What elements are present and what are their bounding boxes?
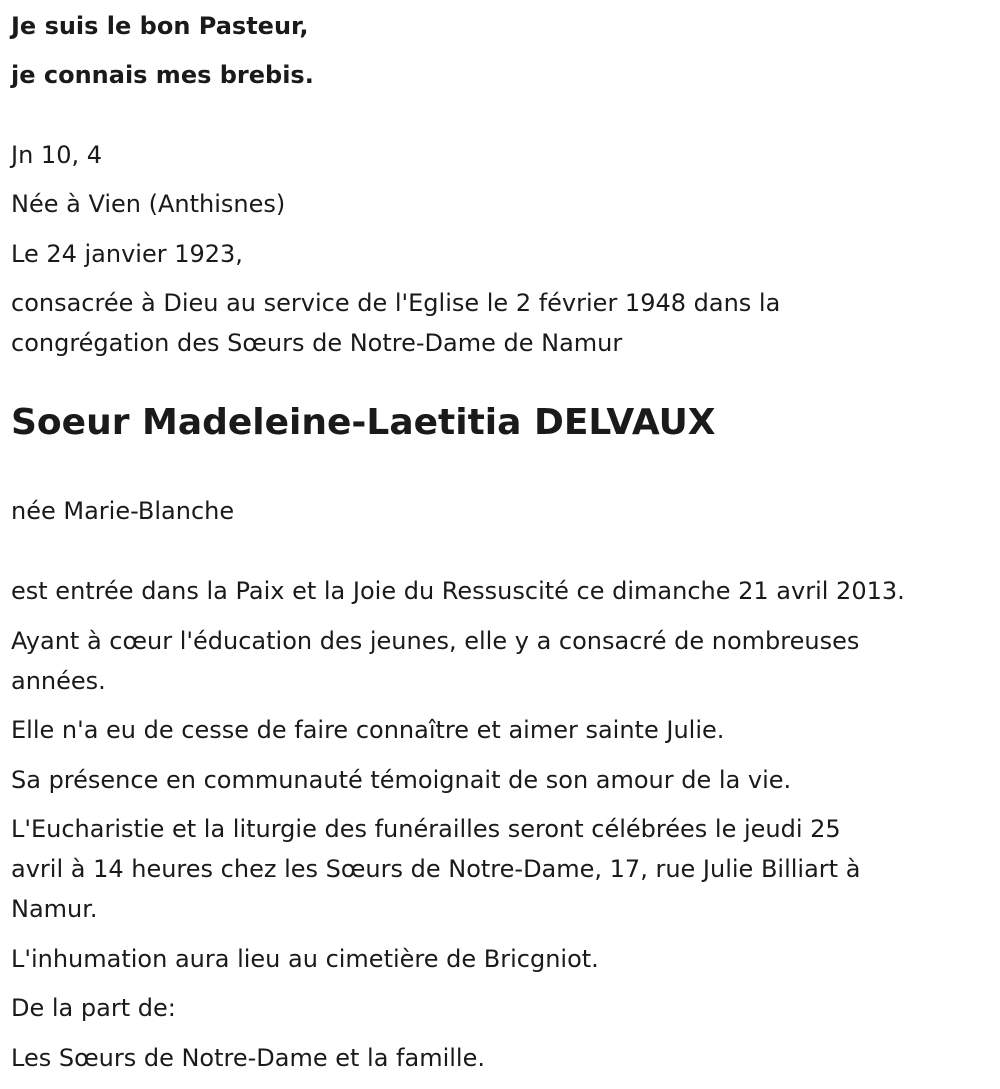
consecration-line-2: congrégation des Sœurs de Notre-Dame de Namur xyxy=(11,329,623,357)
verse-reference: Jn 10, 4 xyxy=(11,141,102,169)
from-signatories: Les Sœurs de Notre-Dame et la famille. xyxy=(11,1044,485,1072)
birth-date: Le 24 janvier 1923, xyxy=(11,240,243,268)
deceased-name: Soeur Madeleine-Laetitia DELVAUX xyxy=(11,402,716,443)
funeral-line-1: L'Eucharistie et la liturgie des funérailles seront célébrées le jeudi 25 xyxy=(11,815,841,843)
birth-place: Née à Vien (Anthisnes) xyxy=(11,190,286,218)
verse-line-1: Je suis le bon Pasteur, xyxy=(11,12,309,40)
education-line-1: Ayant à cœur l'éducation des jeunes, elle y a consacré de nombreuses xyxy=(11,627,860,655)
burial-paragraph: L'inhumation aura lieu au cimetière de Bricgniot. xyxy=(11,945,599,973)
death-announcement: est entrée dans la Paix et la Joie du Ressuscité ce dimanche 21 avril 2013. xyxy=(11,577,905,605)
from-label: De la part de: xyxy=(11,994,176,1022)
birth-name: née Marie-Blanche xyxy=(11,497,235,525)
verse-line-2: je connais mes brebis. xyxy=(11,61,314,89)
education-line-2: années. xyxy=(11,667,106,695)
julie-paragraph: Elle n'a eu de cesse de faire connaître et aimer sainte Julie. xyxy=(11,716,725,744)
community-paragraph: Sa présence en communauté témoignait de son amour de la vie. xyxy=(11,766,792,794)
consecration-line-1: consacrée à Dieu au service de l'Eglise le 2 février 1948 dans la xyxy=(11,289,781,317)
funeral-line-3: Namur. xyxy=(11,895,98,923)
funeral-line-2: avril à 14 heures chez les Sœurs de Notre-Dame, 17, rue Julie Billiart à xyxy=(11,855,861,883)
